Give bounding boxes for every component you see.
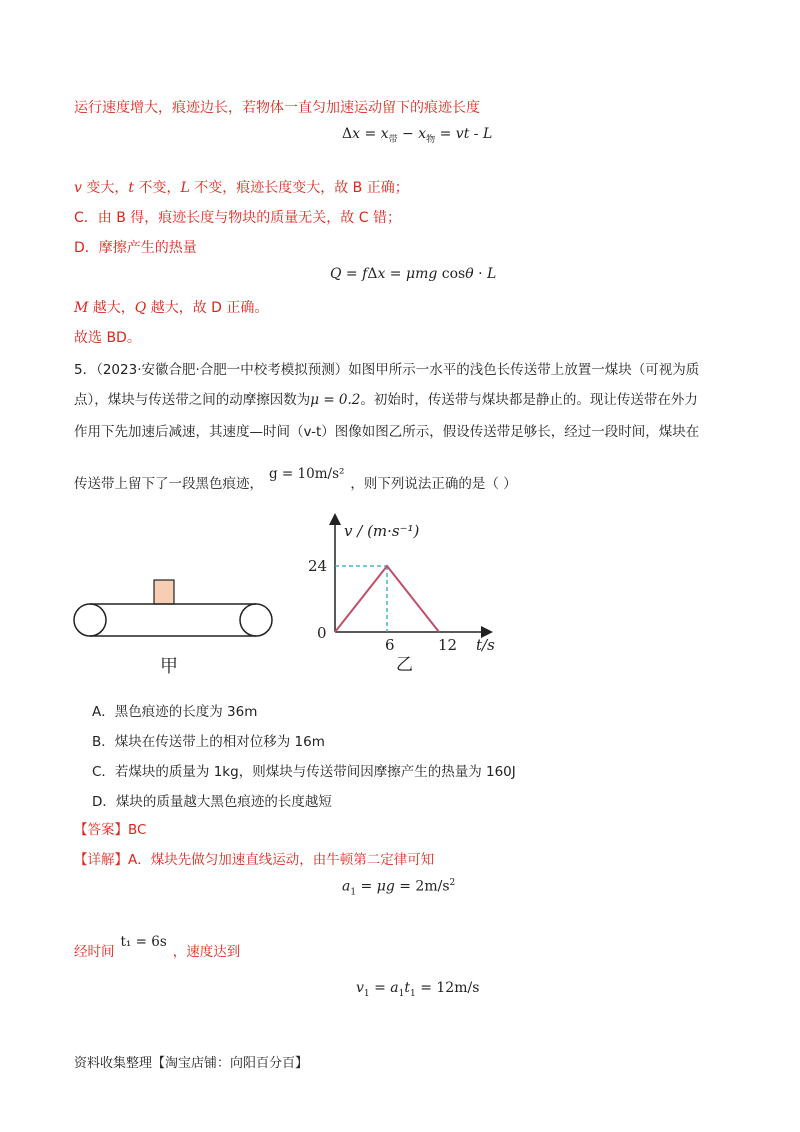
footer-source: 资料收集整理【淘宝店铺：向阳百分百】 — [74, 1056, 309, 1071]
solution-line-3: C．由 B 得，痕迹长度与物块的质量无关，故 C 错； — [74, 210, 401, 226]
solution-line-4: D．摩擦产生的热量 — [74, 240, 197, 256]
detail-tag: 【详解】 — [74, 852, 128, 868]
solution-line-1: 运行速度增大，痕迹边长，若物体一直匀加速运动留下的痕迹长度 — [74, 100, 480, 116]
question-line-2: 点），煤块与传送带之间的动摩擦因数为μ = 0.2。初始时，传送带与煤块都是静止的。现让传送带在外力 — [74, 392, 698, 408]
coal-block — [154, 580, 174, 604]
answer-value: BC — [128, 822, 147, 838]
solution-line-5: M 越大，Q 越大，故 D 正确。 — [74, 300, 269, 316]
formula-heat: Q = fΔx = μmg cosθ · L — [330, 266, 497, 282]
y-axis-label: v / (m·s⁻¹) — [344, 522, 420, 540]
pulley-right — [240, 604, 272, 636]
x-axis-label: t/s — [476, 636, 495, 654]
detail-line-1: 【详解】A．煤块先做匀加速直线运动，由牛顿第二定律可知 — [74, 852, 435, 868]
solution-line-6: 故选 BD。 — [74, 330, 141, 346]
question-line-4: 传送带上留下了一段黑色痕迹，g = 10m/s²，则下列说法正确的是（ ） — [74, 466, 517, 492]
tick-label-origin: 0 — [317, 624, 327, 642]
answer-tag: 【答案】 — [74, 822, 128, 838]
formula-velocity: $v_1 = a_1t_1 = 12m/s$ — [356, 980, 480, 999]
tick-label-24: 24 — [308, 557, 328, 575]
tick-label-12: 12 — [438, 636, 458, 654]
belt-caption: 甲 — [160, 656, 178, 677]
choice-c: C．若煤块的质量为 1kg，则煤块与传送带间因摩擦产生的热量为 160J — [92, 764, 516, 780]
formula-acceleration: $a_1 = \mu g = 2m/s^2$ — [342, 878, 456, 898]
choice-b: B．煤块在传送带上的相对位移为 16m — [92, 734, 325, 750]
pulley-left — [74, 604, 106, 636]
vt-graph — [300, 510, 510, 676]
choice-d: D．煤块的质量越大黑色痕迹的长度越短 — [92, 794, 332, 810]
formula-delta-x: $\Delta x = x_带 - x_物$ = vt - L — [342, 126, 493, 145]
choice-a: A．黑色痕迹的长度为 36m — [92, 704, 258, 720]
graph-caption: 乙 — [396, 655, 413, 675]
conveyor-belt-figure — [70, 576, 290, 680]
tick-label-6: 6 — [385, 636, 395, 654]
question-line-1: 5．（2023·安徽合肥·合肥一中校考模拟预测）如图甲所示一水平的浅色长传送带上放置一煤块（可视为质 — [74, 362, 700, 378]
answer-line — [74, 820, 146, 840]
question-line-3: 作用下先加速后减速，其速度—时间（v-t）图像如图乙所示，假设传送带足够长，经过一段时间，煤块在 — [74, 424, 700, 440]
detail-line-2: 经时间t₁ = 6s，速度达到 — [74, 934, 241, 960]
solution-line-2: v 变大，t 不变，L 不变，痕迹长度变大，故 B 正确； — [74, 180, 409, 196]
